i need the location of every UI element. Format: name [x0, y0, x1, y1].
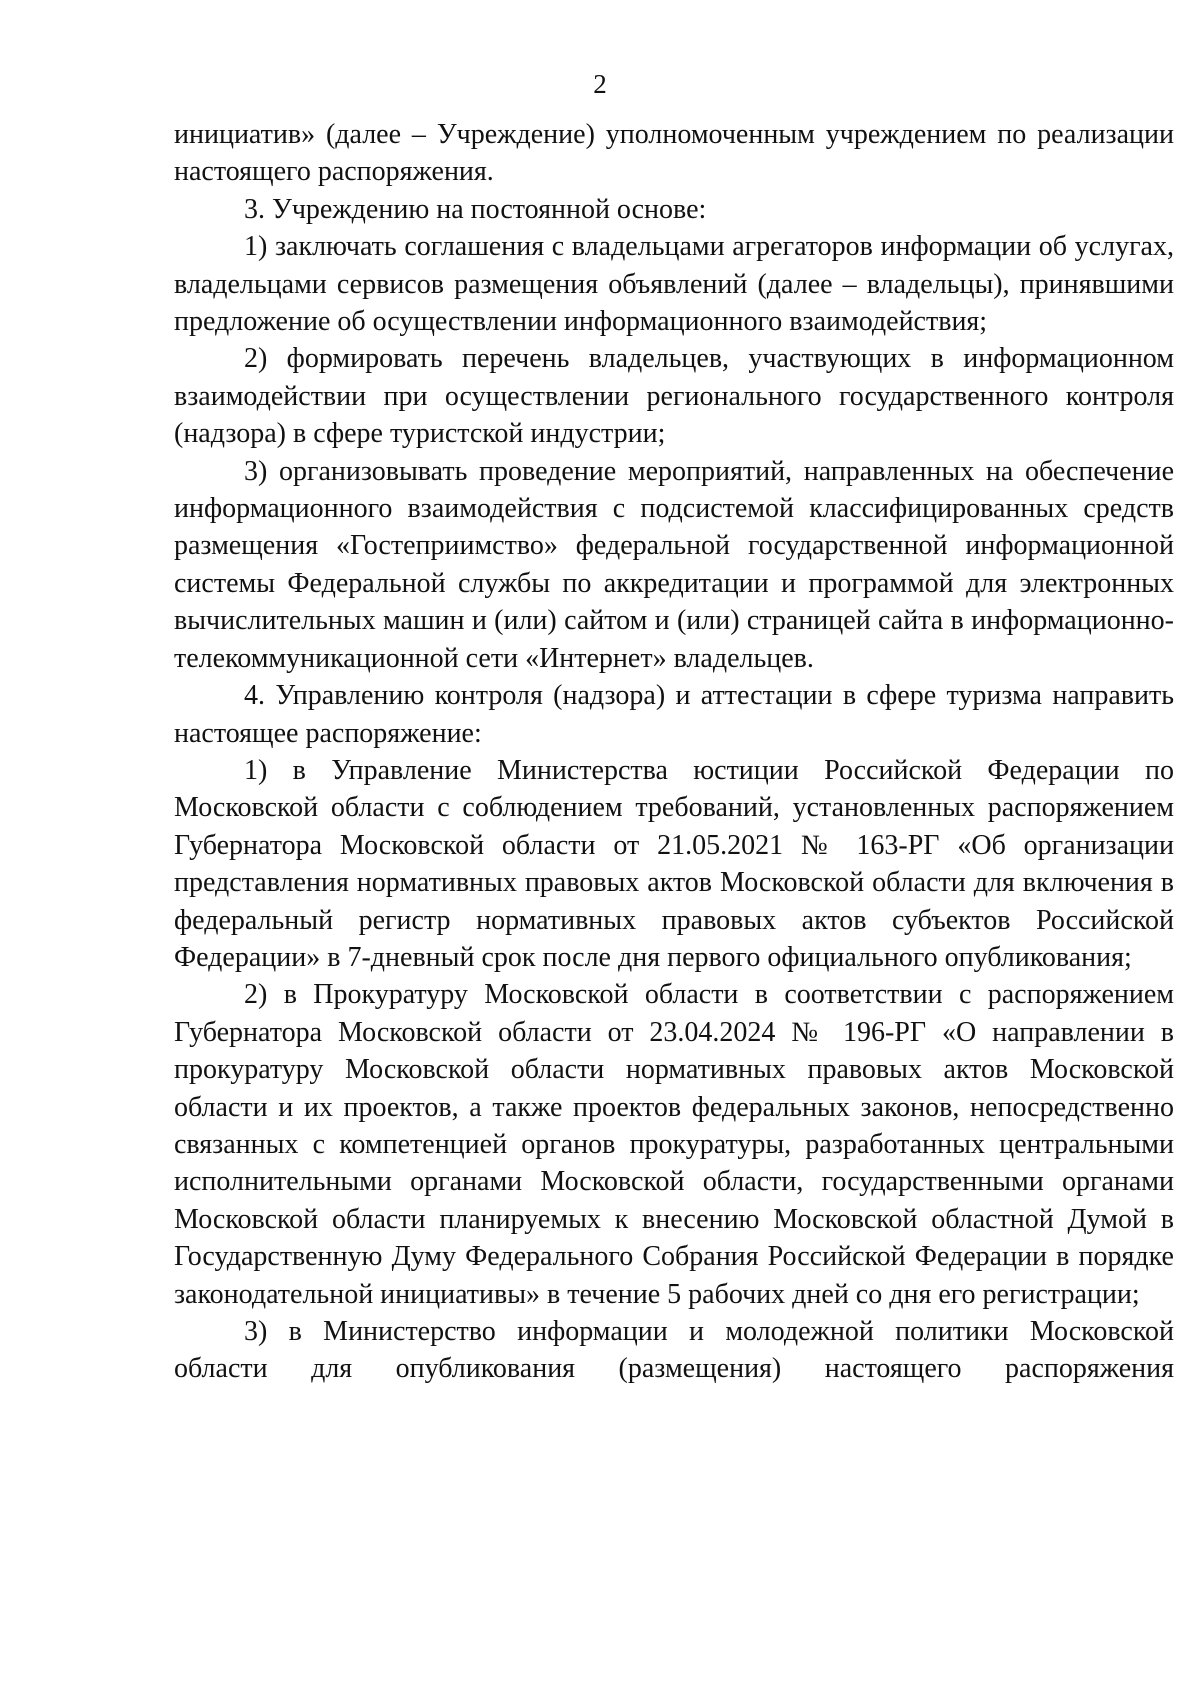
paragraph-subitem-4-3: 3) в Министерство информации и молодежной политики Московской области для опубликования (размещения) настоящего распоряжения	[174, 1316, 1174, 1385]
paragraph-continuation: инициатив» (далее – Учреждение) уполномоченным учреждением по реализации настоящего распоряжения.	[174, 119, 1174, 188]
paragraph-subitem-3-1: 1) заключать соглашения с владельцами агрегаторов информации об услугах, владельцами сервисов размещения объявлений (далее – владельцы), принявшими предложение об осуществлении информационного взаимодействия;	[174, 231, 1174, 338]
paragraph-subitem-4-2: 2) в Прокуратуру Московской области в соответствии с распоряжением Губернатора Московской области от 23.04.2024 № 196-РГ «О направлении в прокуратуру Московской области нормативных правовых актов Московской области и их проектов, а также проектов федеральных законов, непосредственно связанных с компетенцией органов прокуратуры, разработанных центральными исполнительными органами Московской области, государственными органами Московской области планируемых к внесению Московской областной Думой в Государственную Думу Федерального Собрания Российской Федерации в порядке законодательной инициативы» в течение 5 рабочих дней со дня его регистрации;	[174, 979, 1174, 1310]
paragraph-item-4: 4. Управлению контроля (надзора) и аттестации в сфере туризма направить настоящее распоряжение:	[174, 680, 1174, 749]
paragraph-subitem-3-2: 2) формировать перечень владельцев, участвующих в информационном взаимодействии при осуществлении регионального государственного контроля (надзора) в сфере туристской индустрии;	[174, 343, 1174, 450]
paragraph-item-3: 3. Учреждению на постоянной основе:	[244, 193, 707, 225]
paragraph-subitem-4-1: 1) в Управление Министерства юстиции Российской Федерации по Московской области с соблюдением требований, установленных распоряжением Губернатора Московской области от 21.05.2021 № 163-РГ «Об организации представления нормативных правовых актов Московской области для включения в федеральный регистр нормативных правовых актов субъектов Российской Федерации» в 7-дневный срок после дня первого официального опубликования;	[174, 754, 1174, 973]
page-number: 2	[593, 69, 607, 99]
document-body	[174, 116, 1174, 1388]
paragraph-subitem-3-3: 3) организовывать проведение мероприятий, направленных на обеспечение информационного взаимодействия с подсистемой классифицированных средств размещения «Гостеприимство» федеральной государственной информационной системы Федеральной службы по аккредитации и программой для электронных вычислительных машин и (или) сайтом и (или) страницей сайта в информационно-телекоммуникационной сети «Интернет» владельцев.	[174, 455, 1174, 674]
